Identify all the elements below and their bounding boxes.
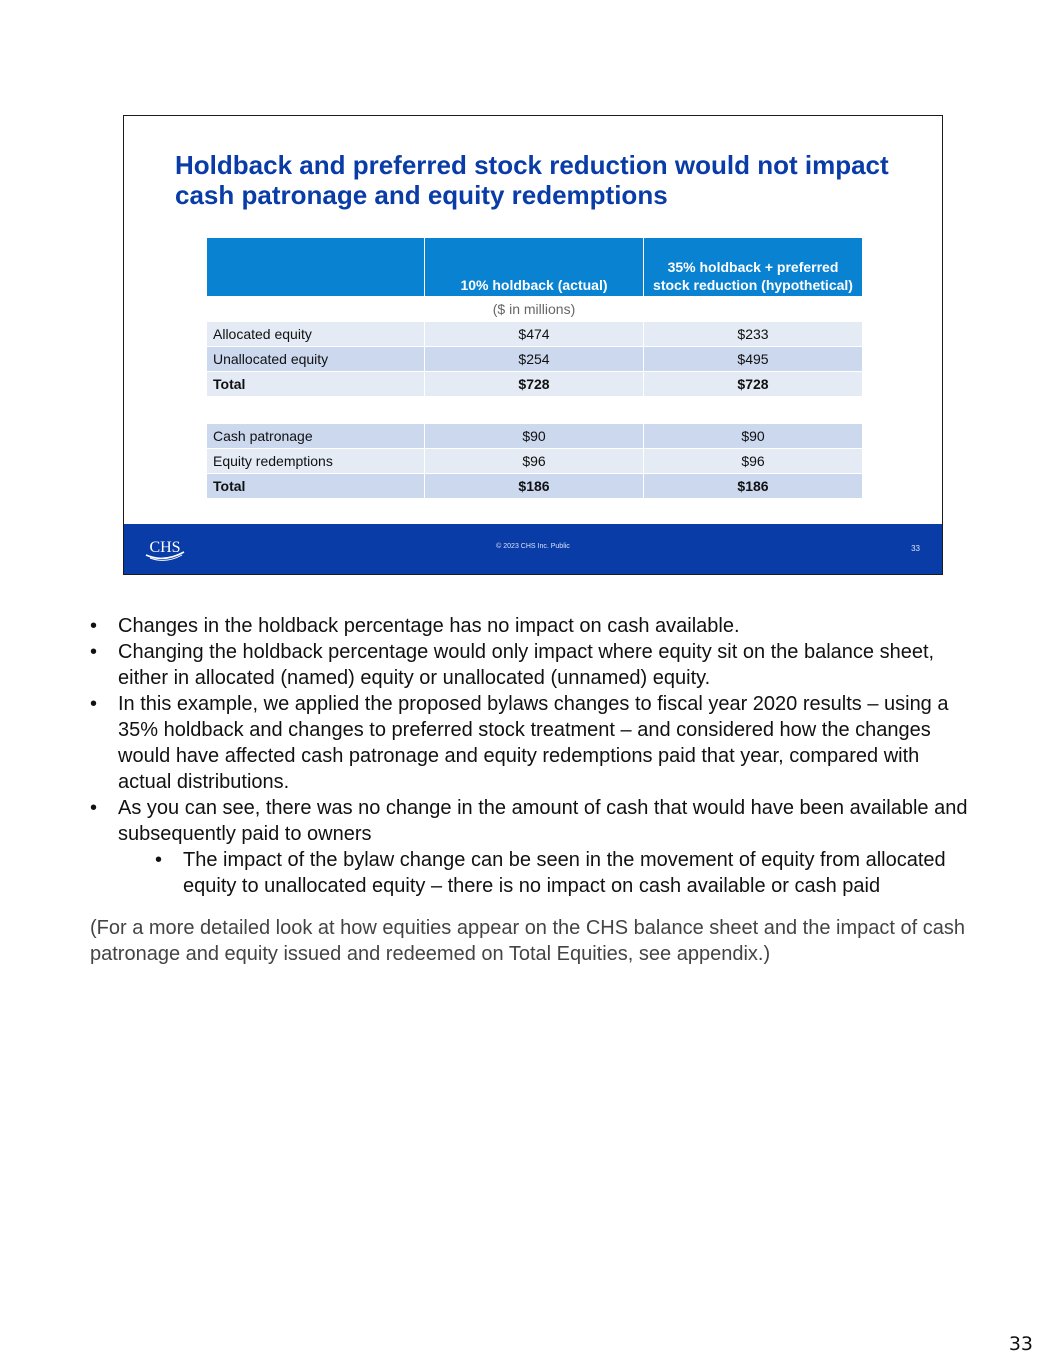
header-actual: 10% holdback (actual) <box>425 238 643 296</box>
row-hypothetical: $728 <box>644 372 862 396</box>
bullet: • <box>90 615 98 637</box>
row-hypothetical: $96 <box>644 449 862 473</box>
row-actual: $186 <box>425 474 643 498</box>
slide-page-number: 33 <box>911 544 920 553</box>
bullet: • <box>90 797 98 819</box>
table-row <box>207 347 862 371</box>
logo-text: CHS <box>149 539 181 556</box>
chs-logo-icon <box>142 537 188 563</box>
bullet-text: Changes in the holdback percentage has no impact on cash available. <box>118 615 740 637</box>
row-hypothetical: $233 <box>644 322 862 346</box>
row-actual: $90 <box>425 424 643 448</box>
holdback-table <box>206 237 863 499</box>
row-hypothetical: $186 <box>644 474 862 498</box>
table-row-total <box>207 372 862 396</box>
table-row <box>207 449 862 473</box>
bullet-text: Changing the holdback percentage would only impact where equity sit on the balance sheet, either in allocated (named) equity or unallocated (unnamed) equity. <box>118 641 935 689</box>
row-label: Total <box>207 474 424 498</box>
bullet-text: As you can see, there was no change in the amount of cash that would have been available and subsequently paid to owners <box>118 797 968 845</box>
row-actual: $96 <box>425 449 643 473</box>
table-spacer <box>207 397 862 423</box>
slide <box>123 115 943 575</box>
page-number: 33 <box>1008 1333 1033 1355</box>
slide-title: Holdback and preferred stock reduction would not impact cash patronage and equity redemptions <box>175 150 889 210</box>
table-row-total <box>207 474 862 498</box>
bullet-text: In this example, we applied the proposed bylaws changes to fiscal year 2020 results – using a 35% holdback and changes to preferred stock treatment – and considered how the changes would have affected cash patronage and equity redemptions paid that year, compared with actual distributions. <box>118 693 949 793</box>
row-hypothetical: $90 <box>644 424 862 448</box>
table-row <box>207 424 862 448</box>
list-item <box>90 847 970 899</box>
header-blank <box>207 238 424 296</box>
notes-sublist <box>90 847 970 899</box>
table-row <box>207 322 862 346</box>
row-hypothetical: $495 <box>644 347 862 371</box>
table-header-row <box>207 238 862 296</box>
row-label: Allocated equity <box>207 322 424 346</box>
speaker-notes <box>90 613 970 967</box>
footer-copyright: © 2023 CHS Inc. Public <box>496 543 570 550</box>
list-item <box>90 613 970 639</box>
row-actual: $728 <box>425 372 643 396</box>
bullet: • <box>155 849 163 871</box>
row-label: Unallocated equity <box>207 347 424 371</box>
unit-note: ($ in millions) <box>425 297 643 321</box>
header-hypothetical: 35% holdback + preferred stock reduction (hypothetical) <box>644 238 862 296</box>
bullet: • <box>90 693 98 715</box>
bullet: • <box>90 641 98 663</box>
unit-row <box>207 297 862 321</box>
row-actual: $254 <box>425 347 643 371</box>
notes-list <box>90 613 970 847</box>
list-item <box>90 639 970 691</box>
row-label: Equity redemptions <box>207 449 424 473</box>
sub-bullet-text: The impact of the bylaw change can be seen in the movement of equity from allocated equity to unallocated equity – there is no impact on cash available or cash paid <box>183 849 946 897</box>
row-label: Total <box>207 372 424 396</box>
list-item <box>90 795 970 847</box>
list-item <box>90 691 970 795</box>
row-label: Cash patronage <box>207 424 424 448</box>
slide-footer <box>124 524 942 574</box>
row-actual: $474 <box>425 322 643 346</box>
closing-note: (For a more detailed look at how equities appear on the CHS balance sheet and the impact of cash patronage and equity issued and redeemed on Total Equities, see appendix.) <box>90 917 965 965</box>
